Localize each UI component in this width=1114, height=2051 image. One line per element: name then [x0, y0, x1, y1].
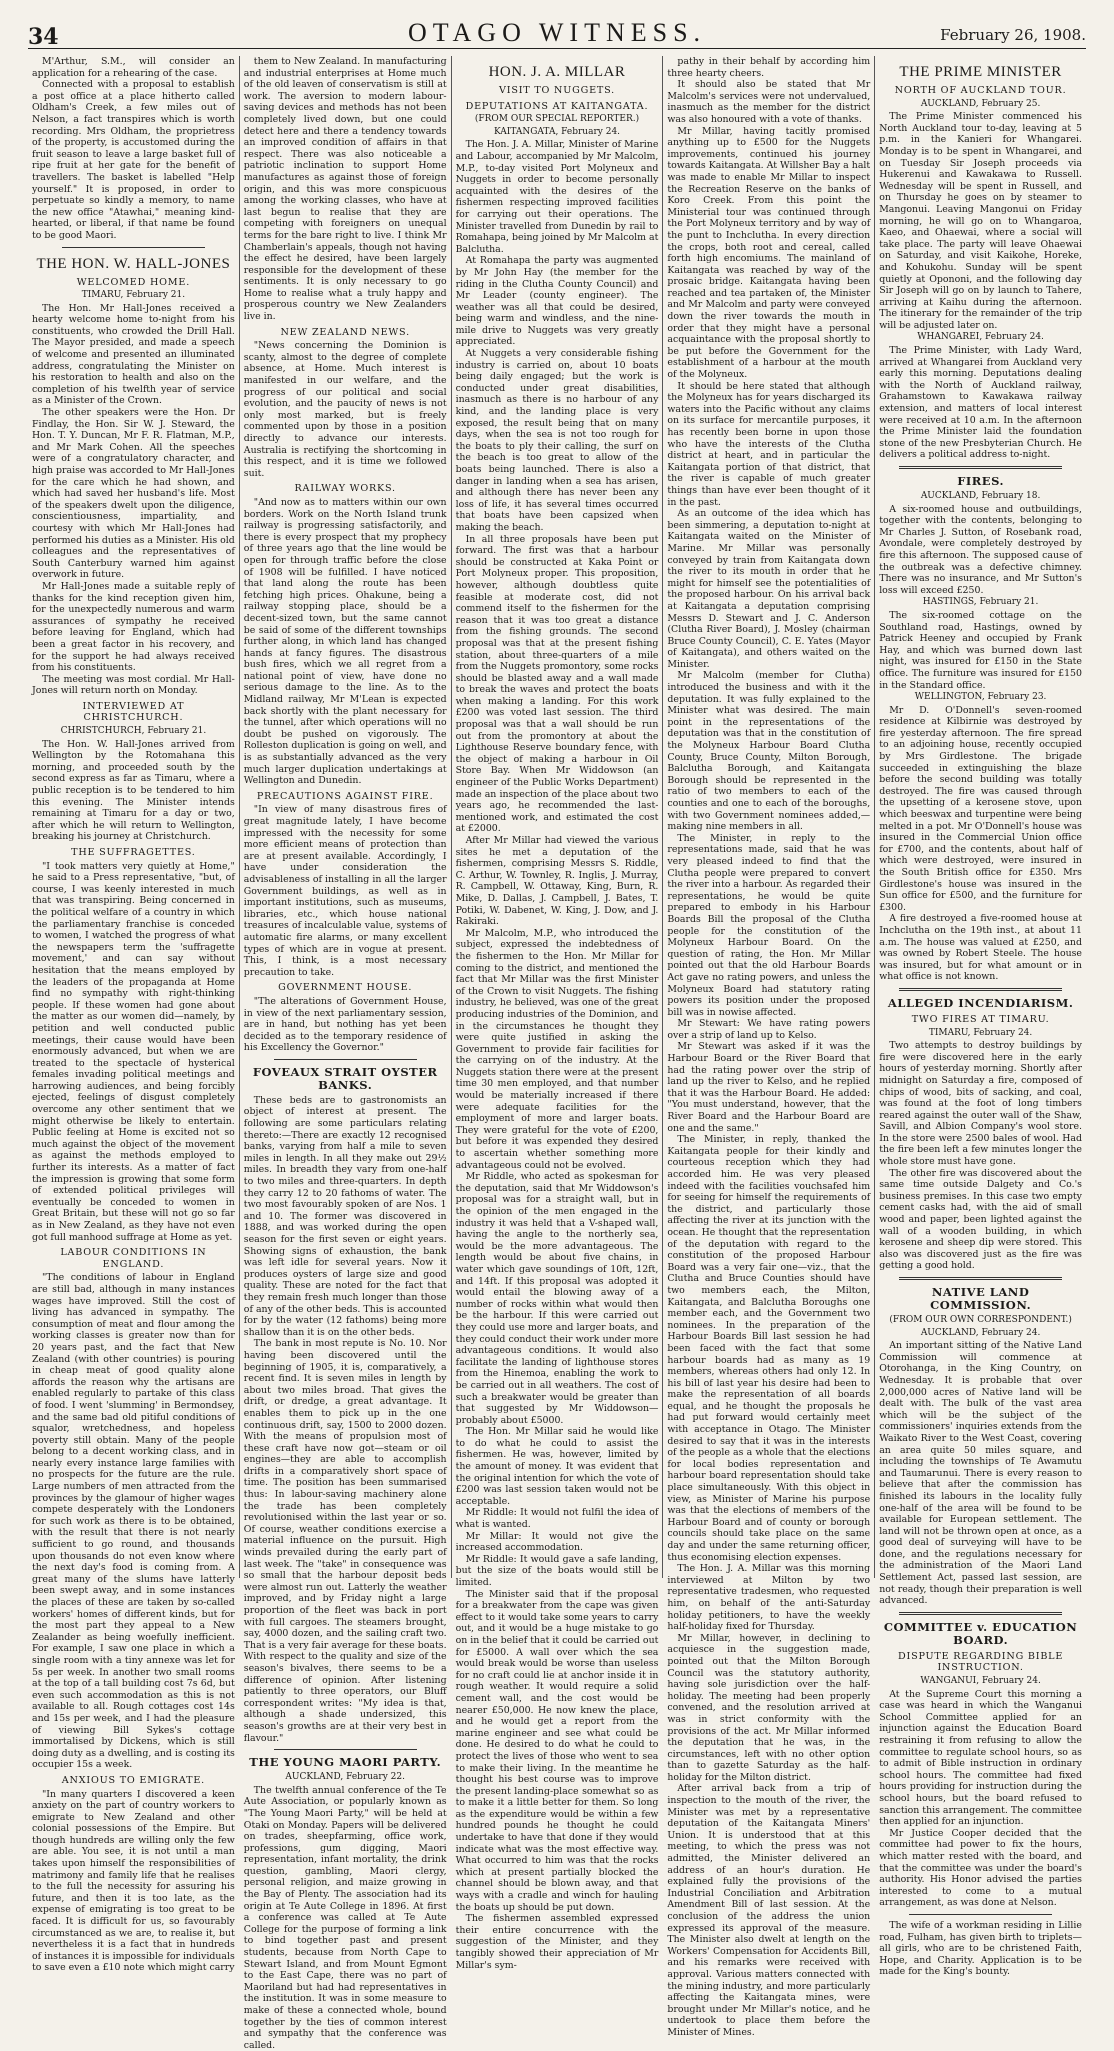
paragraph: The meeting was most cordial. Mr Hall-Jones will return north on Monday.: [32, 673, 235, 697]
subheading: DEPUTATIONS AT KAITANGATA.: [465, 100, 649, 112]
paragraph: An important sitting of the Native Land Commission will commence at Otorohanga, in the King Country, on Wednesday. It is probable that over 2,000,000 acres of Native land will be dealt with. The bulk of the vast area which will be the subject of the commissioners' inquiries extends from the Waikato River to the West Coast, covering an area quite 50 miles square, and including the townships of Te Awamutu and Taumarunui. There is every reason to believe that after the commission has finished its labours in the locality fully one-half of the area will be found to be available for European settlement. The land will not be thrown open at once, as a good deal of surveying will have to be done, and the regulations necessary for the administration of the Maori Land Settlement Act, passed last session, are not ready, though their preparation is well advanced.: [879, 1340, 1082, 1607]
article-body: [879, 1920, 1082, 1978]
divider: [62, 247, 205, 248]
dateline: CHRISTCHURCH, February 21.: [60, 726, 207, 737]
paragraph: The Minister said that if the proposal for a breakwater from the cape was given effect to it would take some years to carry out, and it would be a huge mistake to go on in the belief that it could be carried out for £5000. A wall over which the sea would break would be worse than useless for no craft could lie at anchor inside it in rough weather. It would require a solid cement wall, and the cost would be nearer £50,000. He now knew the place, and he would get a report from the marine engineer and see what could be done. He desired to do what he could to protect the lives of those who went to sea to make their living. In the meantime he thought his best course was to improve the present landing-place somewhat so as to make it a little better for them. So long as the expenditure would be within a few hundred pounds he thought he could undertake to have that done if they would indicate what was the most effective way. What occurred to him was that the rocks which at present partially blocked the channel should be blown away, and that ways with a cradle and winch for hauling the boats up should be put down.: [455, 1588, 659, 1913]
paragraph: At Nuggets a very considerable fishing industry is carried on, about 10 boats being daily engaged; but the work is conducted under great disabilities, inasmuch as there is no harbour of any kind, and the landing place is very exposed, the result being that on many days, when the sea is not too rough for the boats to ply their calling, the surf on the beach is too great to allow of the boats being launched. There is also a danger in landing when a sea has arisen, and although there has never been any loss of life, it has several times occurred that boats have been capsized when making the beach.: [455, 348, 659, 533]
subheading: TWO FIRES AT TIMARU.: [911, 1013, 1050, 1025]
paragraph: The Minister, in reply to the representations made, said that he was very pleased indeed to find that the Clutha people were prepared to convert the river into a harbour. As regarded their representations, he would be quite prepared to embody in his Harbour Boards Bill the proposal of the Clutha people for the constitution of the Molyneux Harbour Board. On the question of rating, the Hon. Mr Millar pointed out that the old Harbour Boards Act gave no rating powers, and unless the Molyneux Board had statutory rating powers its position under the proposed bill was in nowise affected.: [667, 832, 871, 1018]
article-body: [244, 497, 447, 787]
col1-intro: [32, 56, 235, 242]
paragraph: Mr D. O'Donnell's seven-roomed residence at Kilbirnie was destroyed by fire yesterday afternoon. The fire spread to an adjoining house, recently occupied by Mrs Girdlestone. The brigade succeeded in extinguishing the blaze before the second building was totally destroyed. The fire was caused through the upsetting of a kerosene stove, upon which beeswax and turpentine were being melted in a pot. Mr O'Donnell's house was insured in the Commercial Union office for £700, and the contents, about half of which were destroyed, were insured in the South British office for £350. Mrs Girdlestone's house was insured in the Sun office for £500, and the furniture for £300.: [879, 704, 1082, 913]
article-body: [879, 111, 1082, 331]
article-body: [879, 1689, 1082, 1909]
subheading: LABOUR CONDITIONS IN ENGLAND.: [60, 1247, 207, 1270]
subheading: DISPUTE REGARDING BIBLE INSTRUCTION.: [897, 1650, 1064, 1674]
dateline: TIMARU, February 24.: [928, 1027, 1033, 1038]
paragraph: Connected with a proposal to establish a post office at a place hitherto called Oldham's Creek, a few miles out of Nelson, a fact transpires which is worth recording. Mrs Oldham, the proprietress of the property, is accustomed during the fruit season to leave a large basket full of ripe fruit at her gate for the benefit of travellers. The basket is labelled "Help yourself." It is proposed, in order to perpetuate so kindly a memory, to name the new office "Atawhai," meaning kind-hearted, or liberal, if that name be found to be good Maori.: [32, 79, 235, 241]
paragraph: The fishermen assembled expressed their entire concurrence with the suggestion of the Minister, and they tangibly showed their appreciation of Mr Millar's sym-: [455, 1913, 659, 1971]
article-body: [879, 345, 1082, 461]
paragraph: The Hon. Mr Hall-Jones received a hearty welcome home to-night from his constituents, who crowded the Drill Hall. The Mayor presided, and made a speech of welcome and presented an illuminated address, congratulating the Minister on his restoration to health and also on the completion of his twelfth year of service as a Minister of the Crown.: [32, 302, 235, 407]
paragraph: Mr Hall-Jones made a suitable reply of thanks for the kind reception given him, for the unexpectedly numerous and warm assurances of sympathy he received before leaving for England, which had been a great factor in his recovery, and for the support he had always received from his constituents.: [32, 580, 235, 674]
paragraph: A fire destroyed a five-roomed house at Inchclutha on the 19th inst., at about 11 a.m. The house was valued at £250, and was owned by Robert Steele. The house was insured, but for what amount or in what office is not known.: [879, 913, 1082, 983]
article-body: [32, 1789, 235, 1975]
article-body: [32, 739, 235, 843]
paragraph: Mr Malcolm (member for Clutha) introduced the business and with it the deputation. It was fully explained to the Minister what was desired. The main point in the representations of the deputation was that in the constitution of the Molyneux Harbour Board Clutha County, Bruce County, Milton Borough, Balclutha Borough, and Kaitangata Borough should be represented in the ratio of two members to each of the counties and one to each of the boroughs, with two Government nominees added,—making nine members in all.: [667, 670, 871, 833]
paragraph: "News concerning the Dominion is scanty, almost to the degree of complete absence, at Home. Much interest is manifested in our welfare, and the progress of our political and social evolution, and the paucity of news is not only most marked, but is freely commented upon by those in a position directly to advance our interests. Australia is rectifying the shortcoming in this respect, and it is time we followed suit.: [243, 340, 447, 479]
subheading: NORTH OF AUCKLAND TOUR.: [894, 85, 1067, 96]
paragraph: At Romahapa the party was augmented by Mr John Hay (the member for the riding in the Clutha County Council) and Mr Leader (county engineer). The weather was all that could be desired, being warm and windless, and the nine-mile drive to Nuggets was very greatly appreciated.: [455, 255, 659, 348]
masthead: [28, 8, 1086, 49]
paragraph: The wife of a workman residing in Lillie road, Fulham, has given birth to triplets—all girls, who are to be christened Faith, Hope, and Charity. Application is to be made for the King's bounty.: [879, 1919, 1082, 1978]
article-title-incendiarism: ALLEGED INCENDIARISM.: [887, 995, 1074, 1010]
paragraph: As an outcome of the idea which has been simmering, a deputation to-night at Kaitangata waited on the Minister of Marine. Mr Millar was personally conveyed by train from Kaitangata down the river to its mouth in order that he might for himself see the potentialities of the proposed harbour. On his arrival back at Kaitangata a deputation comprising Messrs D. Stewart and J. C. Anderson (Clutha River Board), J. Mosley (chairman Bruce County Council), C. E. Yates (Mayor of Kaitangata), and others waited on the Minister.: [667, 508, 871, 670]
article-body: [244, 804, 447, 978]
article-title-hall-jones: THE HON. W. HALL-JONES: [36, 255, 231, 272]
correspondent-credit: (FROM OUR OWN CORRESPONDENT.): [889, 1315, 1072, 1325]
dateline: AUCKLAND, February 18.: [920, 491, 1041, 501]
article-body: [879, 610, 1082, 691]
subheading: RAILWAY WORKS.: [294, 483, 396, 495]
subheading: VISIT TO NUGGETS.: [499, 85, 615, 96]
article-body: [244, 1095, 447, 1744]
paragraph: It should be here stated that although the Molyneux has for years discharged its waters into the Pacific without any claims on its surface for mercantile purposes, it has recently been borne in upon those who have the interests of the Clutha district at heart, and in particular the Kaitangata portion of that district, that the river is capable of much greater things than have ever been thought of it in the past.: [667, 380, 871, 508]
article-body: [244, 56, 447, 323]
divider: [899, 988, 1062, 991]
article-body: [879, 1040, 1082, 1272]
paragraph: "In many quarters I discovered a keen anxiety on the part of country workers to emigrate to New Zealand and other colonial possessions of the Empire. But though hundreds are willing only the few are able. You see, it is not until a man takes upon himself the responsibilities of matrimony and family life that he realises to the full the necessity for assuring his future, and then it is too late, as the expense of emigrating is too great to be faced. It is difficult for us, so favourably circumstanced as we are, to realise it, but nevertheless it is a fact that in hundreds of instances it is impossible for individuals to save even a £10 note which might carry: [32, 1788, 235, 1974]
paragraph: The Hon. J. A. Millar was this morning interviewed at Milton by two representative tradesmen, who requested him, on behalf of the anti-Saturday holiday petitioners, to have the weekly half-holiday fixed for Thursday.: [667, 1563, 871, 1633]
article-body: [32, 861, 235, 1244]
dateline: TIMARU, February 21.: [81, 290, 186, 301]
article-title-foveaux: FOVEAUX STRAIT OYSTER BANKS.: [252, 1064, 438, 1092]
dateline: WHANGAREI, February 24.: [917, 332, 1044, 343]
article-body: [879, 705, 1082, 983]
subheading: THE SUFFRAGETTES.: [71, 847, 196, 858]
paragraph: Mr Riddle, who acted as spokesman for the deputation, said that Mr Widdowson's proposal was for a straight wall, but in the opinion of the men engaged in the industry it was held that a V-shaped wall, having the angle to the northerly sea, would be the more advantageous. The length would be about five chains, in water which gave soundings of 10ft, 12ft, and 14ft. If this proposal was adopted it would entail the blowing away of a number of rocks within what would then be the harbour. If this were carried out they could use more and larger boats, and they could conduct their work under more advantageous conditions. It would also facilitate the landing of lighthouse stores from the Hinemoa, enabling the work to be carried out in all weathers. The cost of such a breakwater would be greater than that suggested by Mr Widdowson—probably about £5000.: [455, 1171, 659, 1426]
article-body: [244, 1785, 447, 2051]
dateline: AUCKLAND, February 25.: [920, 98, 1041, 109]
article-body: [879, 1340, 1082, 1607]
divider: [899, 1277, 1062, 1280]
paragraph: them to New Zealand. In manufacturing and industrial enterprises at Home much of the old leaven of conservatism is still at work. The aversion to modern labour-saving devices and methods has not been completely lived down, but one could detect here and there a tendency towards an improved condition of affairs in that respect. There was also noticeable a patriotic inclination to support Home manufactures as against those of foreign origin, and this was more conspicuous among the working classes, who have at last begun to realise that they are competing with foreigners on unequal terms for the bare right to live. I think Mr Chamberlain's appeals, though not having the effect he desired, have been largely responsible for the development of these sentiments. It is only necessary to go Home to realise what a truly happy and prosperous country we New Zealanders live in.: [243, 56, 447, 323]
paragraph: The Prime Minister, with Lady Ward, arrived at Whangarei from Auckland very early this morning. Deputations dealing with the North of Auckland railway, Grahamstown to Kawakawa railway extension, and matters of local interest were received at 10 a.m. In the afternoon the Prime Minister laid the foundation stone of the new Presbyterian Church. He delivers a political address to-night.: [879, 345, 1082, 461]
subheading: NEW ZEALAND NEWS.: [280, 326, 410, 338]
paragraph: The other speakers were the Hon. Dr Findlay, the Hon. Sir W. J. Steward, the Hon. T. Y. Duncan, Mr F. R. Flatman, M.P., and Mr Mark Cohen. All the speeches were of a congratulatory character, and high praise was accorded to Mr Hall-Jones for the care which he had shown, and which had saved her husband's life. Most of the speakers dwelt upon the diligence, conscientiousness, impartiality, and courtesy with which Mr Hall-Jones had performed his duties as a Minister. His old colleagues and the representatives of South Canterbury warned him against overwork in future.: [32, 407, 235, 581]
paragraph: The Hon. J. A. Millar, Minister of Marine and Labour, accompanied by Mr Malcolm, M.P., to-day visited Port Molyneux and Nuggets in order to become personally acquainted with the desires of the fishermen respecting improved facilities for carrying out their operations. The Minister travelled from Dunedin by rail to Romahapa, being joined by Mr Malcolm at Balclutha.: [455, 139, 659, 255]
dateline: AUCKLAND, February 24.: [920, 1327, 1041, 1338]
paragraph: Mr Millar, however, in declining to acquiesce in the suggestion made, pointed out that the Milton Borough Council was the statutory authority, having sole jurisdiction over the half-holiday. The meeting had been properly convened, and the resolution arrived at was in strict conformity with the provisions of the act. Mr Millar informed the deputation that he was, in the circumstances, left with no other option than to gazette Saturday as the half-holiday for the Milton district.: [667, 1632, 871, 1783]
subheading: INTERVIEWED AT CHRISTCHURCH.: [82, 700, 185, 724]
article-title-committee: COMMITTEE v. EDUCATION BOARD.: [883, 1619, 1078, 1647]
paragraph: A six-roomed house and outbuildings, together with the contents, belonging to Mr Charles J. Sutton, of Rosebank road, Avondale, were completely destroyed by fire this afternoon. The supposed cause of the outbreak was a defective chimney. There was no insurance, and Mr Sutton's loss will exceed £250.: [879, 503, 1082, 596]
paragraph: The other fire was discovered about the same time outside Dalgety and Co.'s business premises. In this case two empty cement casks had, with the aid of small wood and paper, been lighted against the wall of a wooden building, in which kerosene and sheep dip were stored. This also was discovered just as the fire was getting a good hold.: [879, 1167, 1082, 1272]
article-body: [244, 340, 447, 479]
article-title-native-land: NATIVE LAND COMMISSION.: [930, 1285, 1032, 1312]
subheading: PRECAUTIONS AGAINST FIRE.: [256, 790, 434, 802]
divider: [899, 466, 1062, 469]
paragraph: M'Arthur, S.M., will consider an application for a rehearing of the case.: [32, 56, 235, 79]
article-body: [32, 1272, 235, 1771]
article-title-young-maori: THE YOUNG MAORI PARTY.: [249, 1755, 442, 1770]
paragraph: "In view of many disastrous fires of great magnitude lately, I have become impressed with the necessity for some more efficient means of protection than are at present available. Accordingly, I have under consideration the advisableness of installing in all the larger Government buildings, as well as in important institutions, such as museums, libraries, etc., which house national treasures of incalculable value, systems of automatic fire alarms, or many excellent types of which are in vogue at present. This, I think, is a most necessary precaution to take.: [243, 804, 447, 978]
paragraph: These beds are to gastronomists an object of interest at present. The following are some particulars relating thereto:—There are exactly 12 recognised banks, varying from half a mile to seven miles in length. In all they make out 29½ miles. In breadth they vary from one-half to two miles and three-quarters. In depth they carry 12 to 20 fathoms of water. The two most favourably spoken of are Nos. 1 and 10. The former was discovered in 1888, and was worked during the open season for the first seven or eight years. Showing signs of exhaustion, the bank was left idle for several years. Now it produces oysters of large size and good quality. These are noted for the fact that they remain fresh much longer than those of any of the other beds. This is accounted for by the water (12 fathoms) being more shallow than it is on the other beds.: [243, 1094, 447, 1338]
paragraph: Mr Malcolm, M.P., who introduced the subject, expressed the indebtedness of the fishermen to the Hon. Mr Millar for coming to the district, and mentioned the fact that Mr Millar was the first Minister of the Crown to visit Nuggets. The fishing industry, he believed, was one of the great producing industries of the Dominion, and in the circumstances he thought they were quite justified in asking the Government to provide fair facilities for the carrying on of the industry. At the Nuggets station there were at the present time 30 men employed, and that number would be materially increased if there were adequate facilities for the employment of more and larger boats. They were grateful for the vote of £200, but before it was expended they desired to ascertain whether something more advantageous could not be evolved.: [455, 927, 659, 1171]
article-body: [244, 996, 447, 1054]
dateline: KAITANGATA, February 24.: [493, 126, 621, 137]
paragraph: "And now as to matters within our own borders. Work on the North Island trunk railway is progressing satisfactorily, and there is every prospect that my prophecy of three years ago that the line would be open for through traffic before the close of 1908 will be fulfilled. I have noticed that land along the route has been fetching high prices. Ohakune, being a railway stopping place, should be a decent-sized town, but the same cannot be said of some of the different townships further along, in which land has changed hands at fancy figures. The disastrous bush fires, which we all regret from a national point of view, have done no serious damage to the line. As to the Midland railway, Mr M'Lean is expected back shortly with the plant necessary for the tunnel, after which operations will no doubt be pushed on vigorously. The Rolleston duplication is going on well, and is as substantially advanced as the very much larger duplication undertakings at Wellington and Dunedin.: [243, 496, 447, 787]
paragraph: In all three proposals have been put forward. The first was that a harbour should be constructed at Kaka Point or Port Molyneux proper. This proposition, however, although doubtless quite feasible at moderate cost, did not commend itself to the fishermen for the reason that it was too great a distance from the fishing grounds. The second proposal was that at the present fishing station, about three-quarters of a mile from the Nuggets promontory, some rocks should be blasted away and a wall made to break the waves and protect the boats when making a landing. For this work £200 was voted last session. The third proposal was that a wall should be run out from the promontory at about the Lighthouse Reserve boundary fence, with the object of making a harbour in Oil Store Bay. When Mr Widdowson (an engineer of the Public Works Department) made an inspection of the place about two years ago, he recommended the last-mentioned work, and estimated the cost at £2000.: [455, 533, 659, 835]
subheading: ANXIOUS TO EMIGRATE.: [61, 1774, 205, 1786]
paragraph: The twelfth annual conference of the Te Aute Association, or popularly known as "The Young Maori Party," will be held at Otaki on Monday. Papers will be delivered on trades, sheepfarming, office work, professions, gum digging, Maori representation, infant mortality, the drink question, gambling, Maori clergy, personal religion, and maize growing in the Bay of Plenty. The association had its origin at Te Aute College in 1896. At first a conference was called at Te Aute College for the purpose of forming a link to bind together past and present students, because from North Cape to Stewart Island, and from Mount Egmont to the East Cape, there was no part of Maoriland but had had representatives in the institution. It was in some measure to make of these a connected whole, bound together by the ties of common interest and sympathy that the conference was called.: [243, 1784, 447, 2051]
column-5: [875, 56, 1086, 1978]
article-title-millar: HON. J. A. MILLAR: [488, 64, 626, 80]
column-2: [240, 56, 452, 2051]
dateline: AUCKLAND, February 22.: [285, 1772, 405, 1783]
dateline: WANGANUI, February 24.: [920, 1676, 1041, 1687]
paragraph: At the Supreme Court this morning a case was heard in which the Wanganui School Committee applied for an injunction against the Education Board restraining it from refusing to allow the committee to regulate school hours, so as to admit of Bible instruction in ordinary school hours. The committee had fixed hours providing for instruction during the school hours, but the board refused to sanction this arrangement. The committee then applied for an injunction.: [879, 1688, 1082, 1828]
column-4: [663, 56, 875, 2038]
divider: [909, 1914, 1052, 1915]
divider: [899, 1612, 1062, 1615]
article-body: [667, 56, 870, 2039]
paragraph: pathy in their behalf by according him three hearty cheers.: [667, 56, 871, 79]
reporter-credit: (FROM OUR SPECIAL REPORTER.): [474, 114, 640, 125]
paragraph: Mr Stewart: We have rating powers over a strip of land up to Kelso.: [667, 1018, 871, 1041]
article-body: [879, 504, 1082, 597]
dateline: WELLINGTON, February 23.: [914, 692, 1047, 703]
paper-title: OTAGO WITNESS.: [407, 18, 707, 47]
paragraph: It should also be stated that Mr Malcolm's services were not undervalued, inasmuch as the member for the district was also honoured with a vote of thanks.: [667, 79, 871, 125]
paragraph: The Minister, in reply, thanked the Kaitangata people for their kindly and courteous reception which they had accorded him. He was very pleased indeed with the facilities vouchsafed him for seeing for himself the requirements of the district, and particularly those affecting the river at its junction with the ocean. He thought that the representation of the deputation with regard to the constitution of the proposed Harbour Board was a very fair one—viz., that the Clutha and Bruce Counties should have two members each, the Milton, Kaitangata, and Balclutha Boroughs one member each, and the Government two nominees. In the preparation of the Harbour Boards Bill last session he had been faced with the fact that some harbour boards had as many as 19 members, whereas others had only 12. In his bill of last year his desire had been to make the representation of all boards equal, and he thought the proposals he had put forward would certainly meet with acceptance in Otago. The Minister desired to say that it was in the interests of the people as a whole that the elections for local bodies representation and harbour board representation should take place simultaneously. With this object in view, as Minister of Marine his purpose was that the elections of members of the Harbour Board and of county or borough councils should take place on the same day and under the same returning officer, thus economising election expenses.: [667, 1134, 871, 1563]
paragraph: The six-roomed cottage on the Southland road, Hastings, owned by Patrick Heeney and occupied by Frank Hay, and which was burned down last night, was insured for £150 in the State office. The furniture was insured for £150 in the Standard office.: [879, 609, 1082, 691]
paragraph: The Hon. W. Hall-Jones arrived from Wellington by the Rotomahana this morning, and proceeded south by the second express as far as Timaru, where a public reception is to be tendered to him this evening. The Minister intends remaining at Timaru for a day or two, after which he will return to Wellington, breaking his journey at Christchurch.: [32, 738, 235, 843]
paragraph: The bank in most repute is No. 10. Nor having been discovered until the beginning of 1905, it is, comparatively, a recent find. It is seven miles in length by about two miles broad. That gives the drift, or dredge, a great advantage. It enables them to pick up in the one continuous drift, say, 1500 to 2000 dozen. With the means of propulsion most of these craft have now got—steam or oil engines—they are able to accomplish drifts in a comparatively short space of time. The position has been summarised thus: In labour-saving machinery alone the trade has been completely revolutionised within the last year or so. Of course, weather conditions exercise a material influence on the pursuit. High winds prevailed during the early part of last week. The "take" in consequence was so small that the harbour deposit beds were almost run out. Latterly the weather improved, and by Friday night a large proportion of the fleet was back in port with full cargoes. The steamers brought, say, 4000 dozen, and the sailing craft two. That is a very fair average for these boats. With respect to the quality and size of the season's bivalves, there seems to be a difference of opinion. After listening patiently to three operators, our Bluff correspondent writes: "My idea is that, although a shade undersized, this season's growths are at their very best in flavour.": [243, 1338, 447, 1744]
paragraph: Mr Millar: It would not give the increased accommodation.: [455, 1530, 659, 1554]
article-title-fires: FIRES.: [957, 474, 1004, 488]
page-number: 34: [28, 24, 59, 50]
issue-date: February 26, 1908.: [940, 26, 1086, 44]
subheading: GOVERNMENT HOUSE.: [278, 982, 413, 994]
paragraph: Mr Riddle: It would gave a safe landing, but the size of the boats would still be limited.: [455, 1553, 659, 1588]
paragraph: "The conditions of labour in England are still bad, although in many instances wages have improved. Still the cost of living has advanced in sympathy. The consumption of meat and flour among the working classes is greater now than for 20 years past, and the fact that New Zealand (with other countries) is pouring in cheap meat of good quality alone affords the reason why the artisans are enabled regularly to partake of this class of food. I went 'slumming' in Bermondsey, and the same bad old pitiful conditions of squalor, wretchedness, and hopeless poverty still obtain. Many of the people belong to a decent working class, and in nearly every instance large families with no prospects for the future are the rule. Large numbers of men attracted from the provinces by the glamour of higher wages compete desperately with the Londoners for such work as there is to be obtained, with the result that there is not nearly sufficient to go round, and thousands upon thousands do not even know where the next day's food is coming from. A great many of the slums have latterly been swept away, and in some instances the places of these are taken by so-called workers' homes of different kinds, but for the most part they appeal to a New Zealander as being woefully inefficient. For example, I saw one place in which a single room with a tiny annexe was let for 5s per week. In another two small rooms at the top of a tall building cost 7s 6d, but even such accommodation as this is not available to all. Rough cottages cost 14s and 15s per week, and I had the pleasure of viewing Bill Sykes's cottage immortalised by Dickens, which is still doing duty as a dwelling, and is costing its occupier 15s a week.: [32, 1272, 235, 1771]
paragraph: Mr Millar, having tacitly promised anything up to £500 for the Nuggets improvements, continued his journey towards Kaitangata. At Willsher Bay a halt was made to enable Mr Millar to inspect the Recreation Reserve on the banks of Koro Creek. From this point the Ministerial tour was continued through the Port Molyneux territory and by way of the punt to Inchclutha. In every direction the crops, both root and cereal, called forth high encomiums. The mainland of Kaitangata was reached by way of the prosaic bridge. Kaitangata having been reached and tea partaken of, the Minister and Mr Malcolm and party were conveyed down the river towards the mouth in order that they might have a personal acquaintance with the proposal shortly to be put before the Government for the establishment of a harbour at the mouth of the Molyneux.: [667, 125, 871, 381]
paragraph: Two attempts to destroy buildings by fire were discovered here in the early hours of yesterday morning. Shortly after midnight on Saturday a fire, composed of chips of wood, bits of sacking, and coal, was found at the foot of long timbers reared against the outer wall of the Shaw, Savill, and Albion Company's wool store. In the store were 2500 bales of wool. Had the fire been left a few minutes longer the whole store must have gone.: [879, 1040, 1082, 1168]
newspaper-columns: [28, 56, 1086, 2051]
column-3: [452, 56, 664, 1971]
divider: [274, 1749, 417, 1750]
article-title-prime-minister: THE PRIME MINISTER: [899, 64, 1062, 80]
paragraph: After arrival back from a trip of inspection to the mouth of the river, the Minister was met by a representative deputation of the Kaitangata Miners' Union. It is understood that at this meeting, to which the press was not admitted, the Minister delivered an address of an hour's duration. He explained fully the provisions of the Industrial Conciliation and Arbitration Amendment Bill of last session. At the conclusion of the address the union expressed its approval of the measure. The Minister also dwelt at length on the Workers' Compensation for Accidents Bill, and his remarks were received with approval. Various matters connected with the mining industry, and more particularly affecting the Kaitangata mines, were brought under Mr Millar's notice, and he undertook to place them before the Minister of Mines.: [667, 1783, 871, 2038]
dateline: HASTINGS, February 21.: [922, 597, 1039, 608]
paragraph: Mr Stewart was asked if it was the Harbour Board or the River Board that had the rating power over the strip of land up the river to Kelso, and he replied that it was the Harbour Board. He added: "You must understand, however, that the River Board and the Harbour Board are one and the same.": [667, 1041, 871, 1134]
divider: [274, 1059, 417, 1060]
article-body: [456, 139, 659, 1971]
article-body: [32, 303, 235, 697]
paragraph: Mr Riddle: It would not fulfil the idea of what is wanted.: [455, 1507, 659, 1531]
subheading: WELCOMED HOME.: [76, 276, 191, 288]
paragraph: "I took matters very quietly at Home," he said to a Press representative, "but, of course, I was keenly interested in much that was transpiring. Being concerned in the political welfare of a country in which the parliamentary franchise is conceded to women, I watched the progress of what the newspapers term the 'suffragette movement,' and can say without hesitation that the means employed by the leaders of the propaganda at Home find no sympathy with right-thinking people. If these women had gone about the matter as our women did—namely, by petition and well conducted public meetings, their cause would have been enormously advanced, but when we are treated to the spectacle of hysterical females invading political meetings and harrowing audiences, and being forcibly ejected, feelings of disgust completely overcome any other sentiment that we might otherwise be likely to entertain. Public feeling at Home is excited not so much against the object of the movement as against the methods employed to further its interests. As a matter of fact the impression is growing that some form of extended political privileges will eventually be conceded to women in Great Britain, but these will not go so far as in New Zealand, as they have not even got full manhood suffrage at Home as yet.: [32, 860, 235, 1243]
column-1: [28, 56, 240, 1974]
paragraph: "The alterations of Government House, in view of the next parliamentary session, are in hand, but nothing has yet been decided as to the temporary residence of his Excellency the Governor.": [243, 995, 447, 1054]
paragraph: The Hon. Mr Millar said he would like to do what he could to assist the fishermen. He was, however, limited by the amount of money. It was evident that the original intention for which the vote of £200 was last session taken would not be acceptable.: [455, 1426, 659, 1507]
paragraph: Mr Justice Cooper decided that the committee had power to fix the hours, which matter rested with the board, and that the committee was under the board's authority. His Honor advised the parties interested to come to a mutual arrangement, as was done at Nelson.: [879, 1827, 1082, 1909]
paragraph: The Prime Minister commenced his North Auckland tour to-day, leaving at 5 p.m. in the Kanieri for Whangarei. Monday is to be spent in Whangarei, and on Tuesday Sir Joseph proceeds via Hukerenui and Kawakawa to Russell. Wednesday will be spent in Russell, and on Thursday he goes on by steamer to Mangonui. Leaving Mangonui on Friday morning, he will go on to Whangaroa, Kaeo, and Ohaewai, where a social will take place. The party will leave Ohaewai on Saturday, and visit Kaikohe, Horeke, and Kohukohu. Sunday will be spent quietly at Opononi, and the following day Sir Joseph will go on by launch to Tahere, arriving at Kaihu during the afternoon. The itinerary for the remainder of the trip will be adjusted later on.: [879, 111, 1082, 331]
paragraph: After Mr Millar had viewed the various sites he met a deputation of the fishermen, comprising Messrs S. Riddle, C. Arthur, W. Townley, R. Inglis, J. Murray, R. Campbell, W. Ottaway, King, Burn, R. Mike, D. Dallas, J. Campbell, J. Bates, T. Potiki, W. Dabenet, W. King, J. Dow, and J. Rakiraki.: [455, 835, 659, 928]
